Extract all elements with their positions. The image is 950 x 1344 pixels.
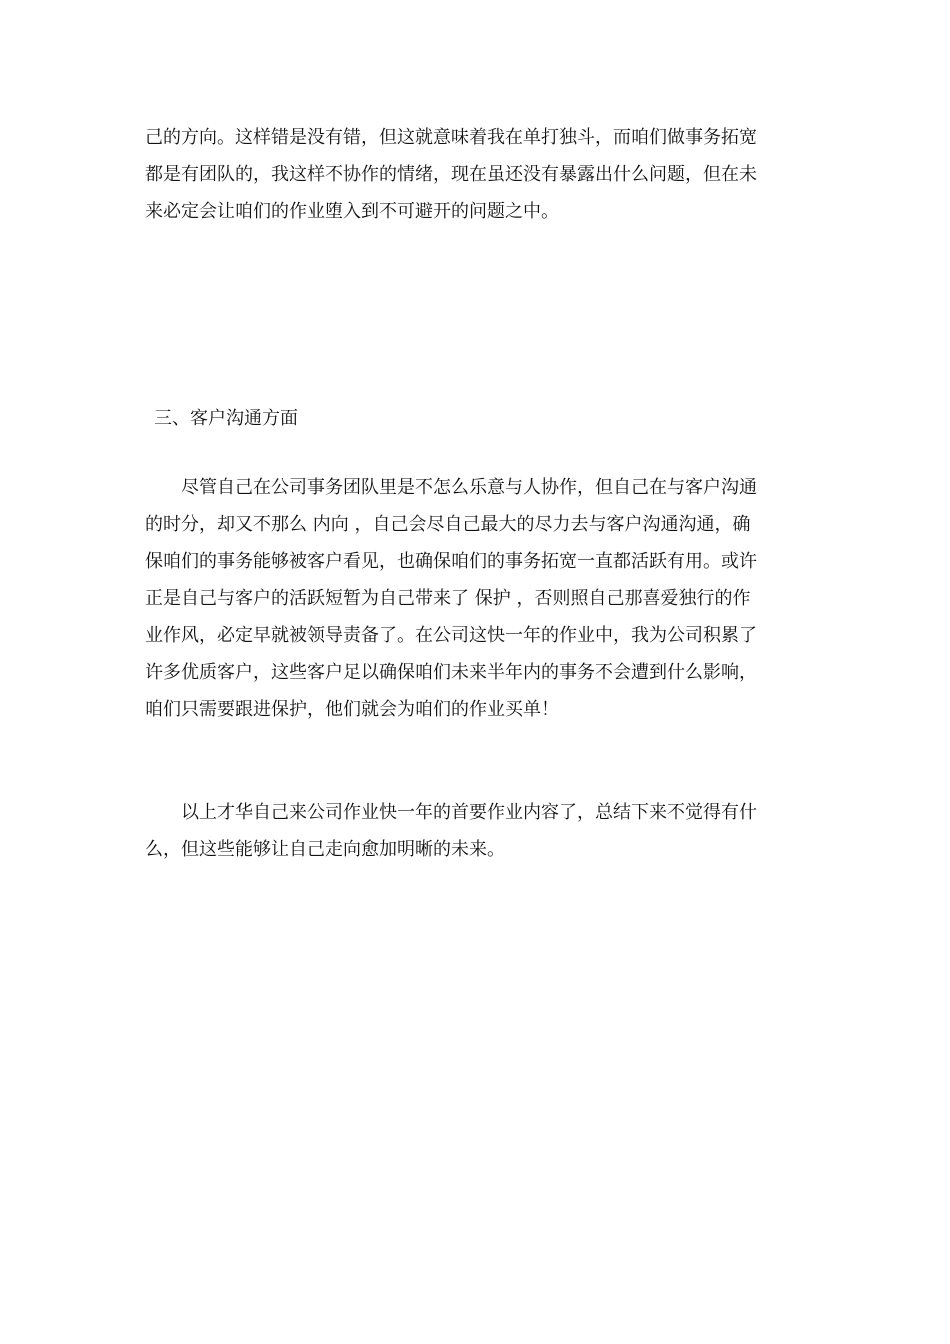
text-line: 正是自己与客户的活跃短暂为自己带来了 保护 ，否则照自己那喜爱独行的作 xyxy=(145,588,751,609)
text-line: 保咱们的事务能够被客户看见，也确保咱们的事务拓宽一直都活跃有用。或许 xyxy=(145,551,757,572)
text-line: 己的方向。这样错是没有错，但这就意味着我在单打独斗，而咱们做事务拓宽 xyxy=(145,127,757,148)
text-line: 业作风，必定早就被领导责备了。在公司这快一年的作业中，我为公司积累了 xyxy=(145,625,757,646)
text-line: 许多优质客户，这些客户足以确保咱们未来半年内的事务不会遭到什么影响， xyxy=(145,662,757,683)
text-line: 咱们只需要跟进保护，他们就会为咱们的作业买单！ xyxy=(145,699,559,720)
text-line: 都是有团队的，我这样不协作的情绪，现在虽还没有暴露出什么问题，但在未 xyxy=(145,164,757,185)
text-line: 的时分，却又不那么 内向 ，自己会尽自己最大的尽力去与客户沟通沟通，确 xyxy=(145,514,751,535)
text-line: 以上才华自己来公司作业快一年的首要作业内容了，总结下来不觉得有什 xyxy=(145,802,757,823)
text-line: 么，但这些能够让自己走向愈加明晰的未来。 xyxy=(145,839,505,860)
text-line: 尽管自己在公司事务团队里是不怎么乐意与人协作，但自己在与客户沟通 xyxy=(145,477,757,498)
section-heading: 三、客户沟通方面 xyxy=(154,408,298,429)
text-line: 来必定会让咱们的作业堕入到不可避开的问题之中。 xyxy=(145,201,559,222)
